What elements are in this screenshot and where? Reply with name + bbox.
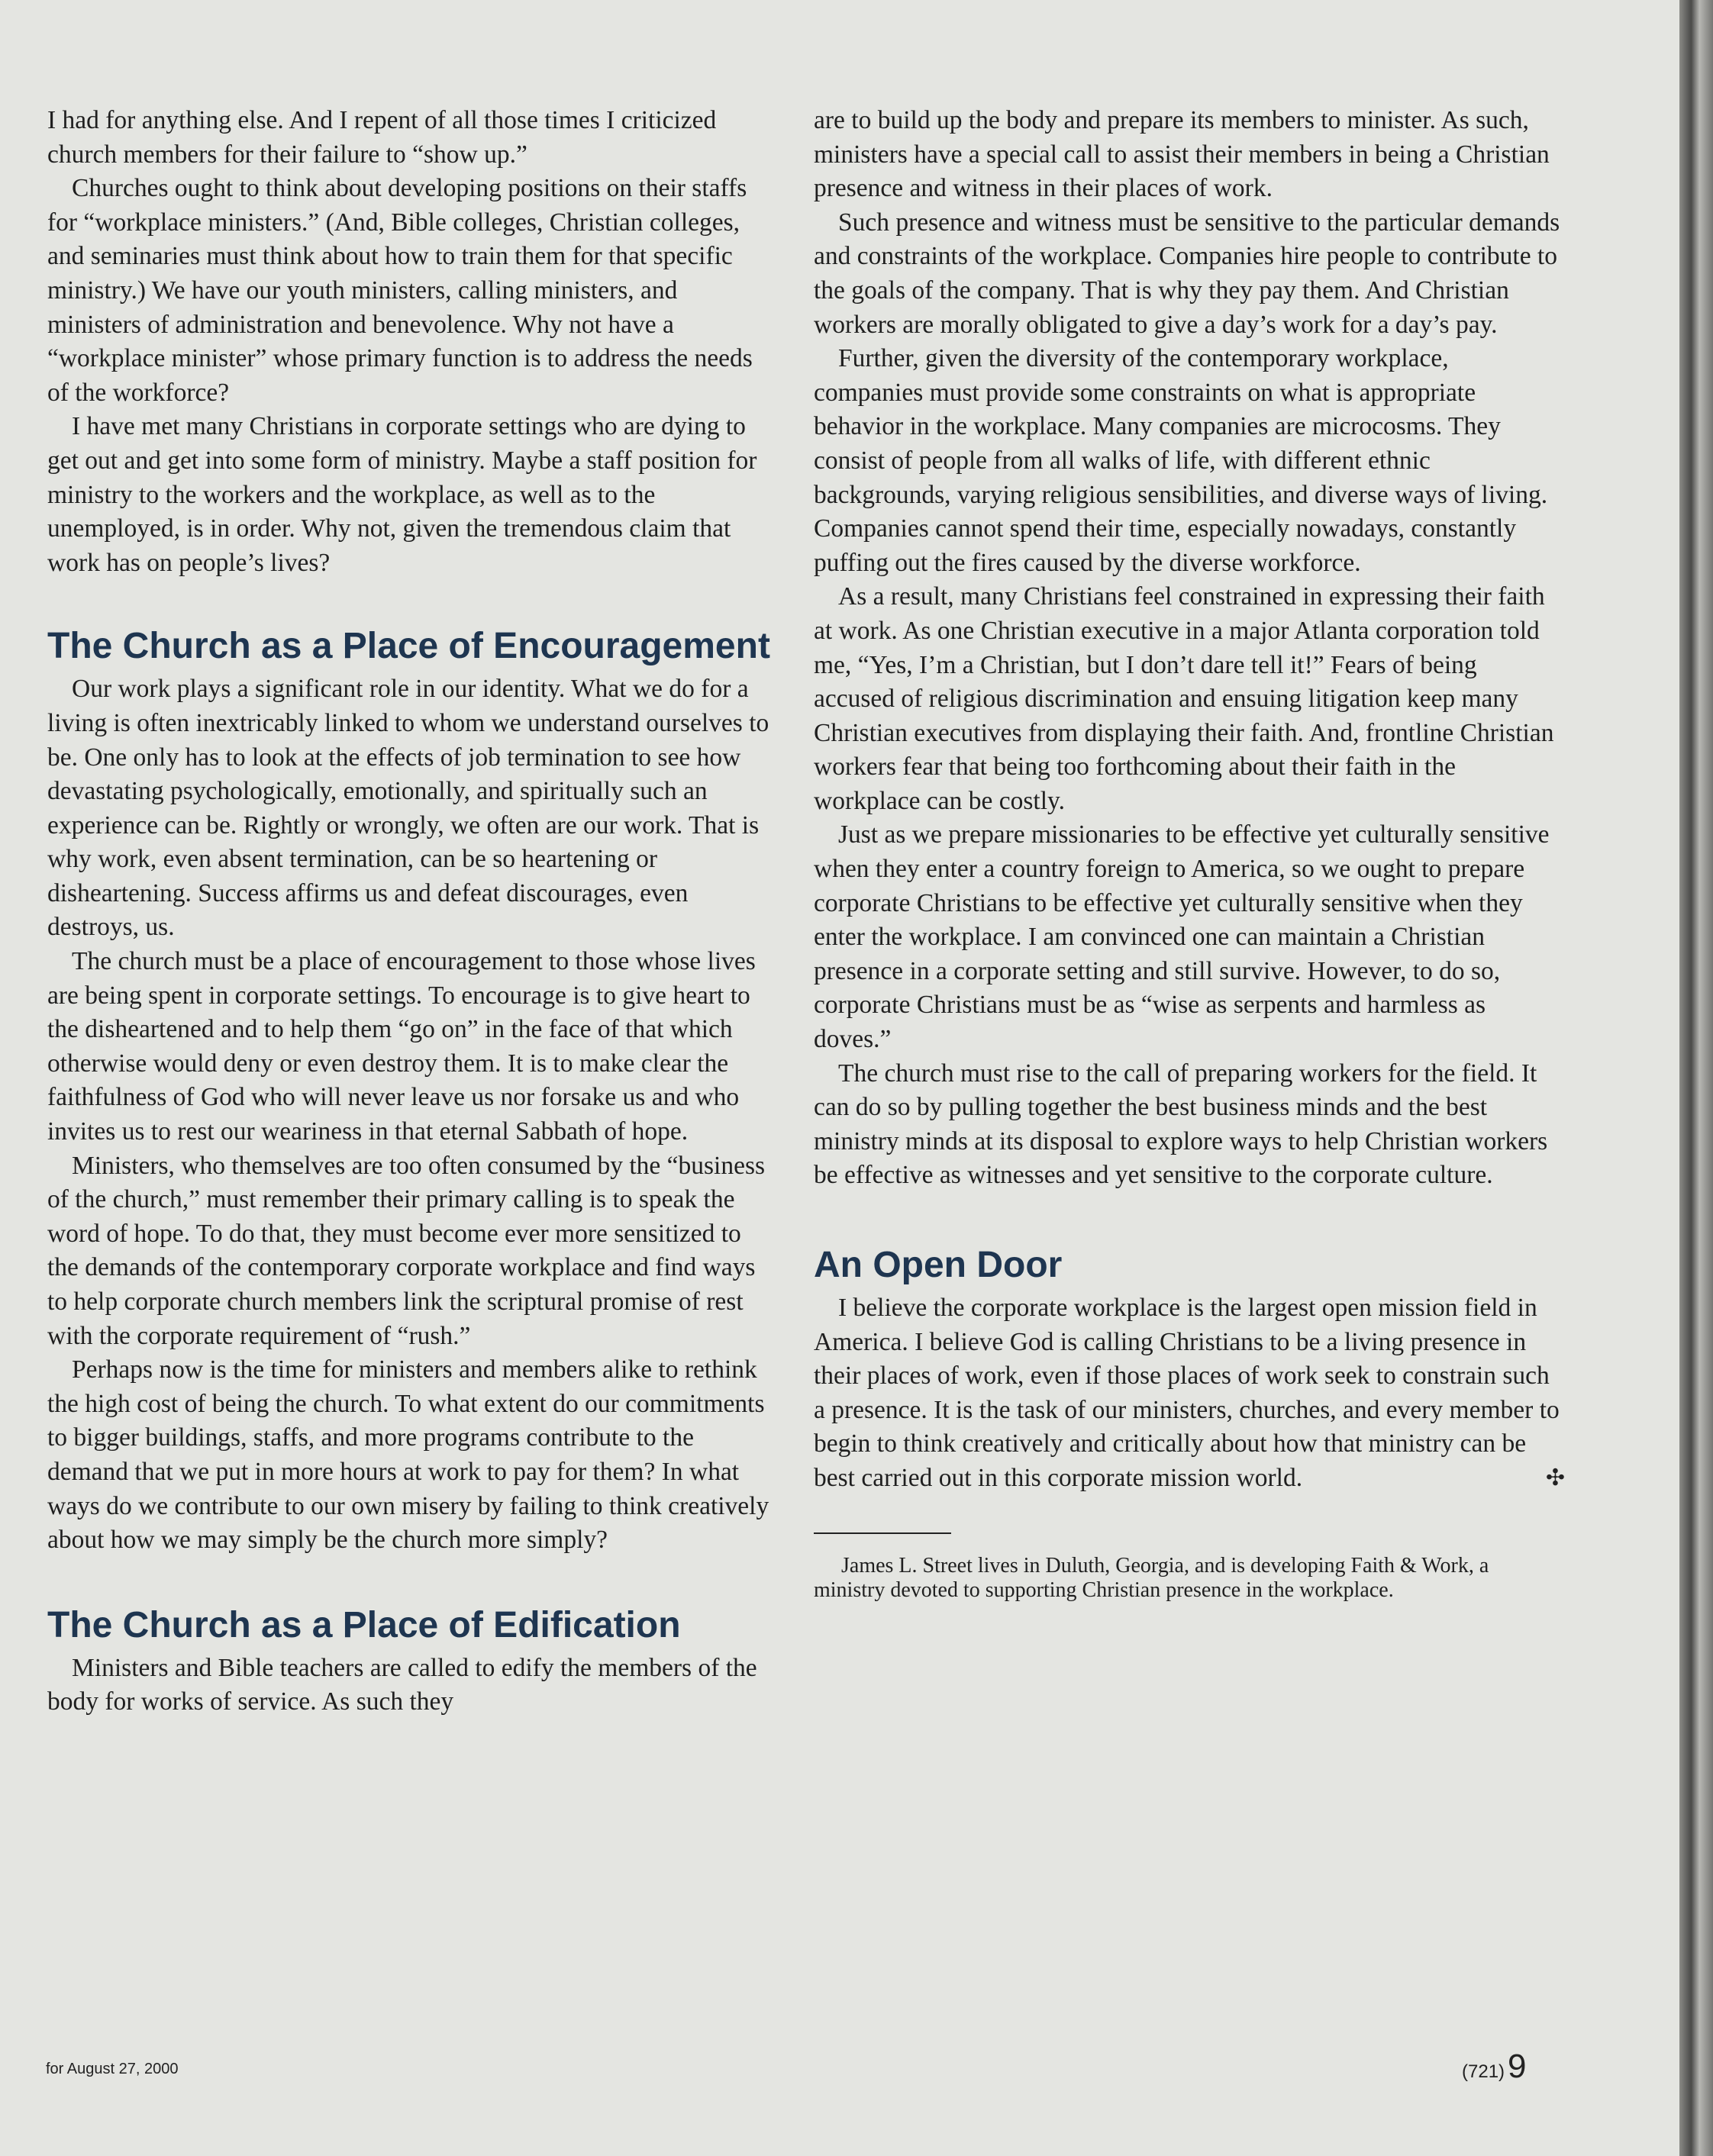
section-heading-open-door: An Open Door [814, 1245, 1063, 1285]
body-paragraph: I believe the corporate workplace is the largest open mission field in America. I believe God is calling Christians to be a living presence in their places of work, even if those places of work seek to constrain such a presence. It is the task of our ministers, churches, and every member to begin to think creatively and critically about how that ministry can be best carried out in this corporate mission world. [814, 1294, 1560, 1492]
body-paragraph: are to build up the body and prepare its members to minister. As such, ministers have a special call to assist their members in being a Christian presence and witness in their places of work. [814, 106, 1550, 203]
footer-page-info [1462, 2048, 1527, 2086]
section-heading-encouragement: The Church as a Place of Encouragement [47, 626, 770, 667]
bio-divider [814, 1532, 951, 1534]
binding-edge [1679, 0, 1713, 2156]
body-paragraph: I had for anything else. And I repent of all those times I criticized church members for their failure to “show up.” [47, 106, 717, 169]
body-paragraph: The church must rise to the call of preparing workers for the field. It can do so by pulling together the best business minds and the best ministry minds at its disposal to explore ways to help Christian workers be effective as witnesses and yet sensitive to the corporate culture. [814, 1059, 1548, 1190]
body-paragraph: As a result, many Christians feel constrained in expressing their faith at work. As one Christian executive in a major Atlanta corporation told me, “Yes, I’m a Christian, but I don’t dare tell it!” Fears of being accused of religious discrimination and ensuing litigation keep many Christian executives from displaying their faith. And, frontline Christian workers fear that being too forthcoming about their faith in the workplace can be costly. [814, 582, 1554, 815]
body-paragraph: I have met many Christians in corporate settings who are dying to get out and get into some form of ministry. Maybe a staff position for ministry to the workers and the workplace, as well as to the unemployed, is in order. Why not, given the tremendous claim that work has on people’s lives? [47, 412, 757, 577]
issue-code: (721) [1462, 2061, 1505, 2082]
left-column [47, 104, 773, 1719]
body-paragraph: Churches ought to think about developing positions on their staffs for “workplace ministers.” (And, Bible colleges, Christian colleges, and seminaries must think about how to train them for that specific ministry.) We have our youth ministers, calling ministers, and ministers of administration and benevolence. Why not have a “workplace minister” whose primary function is to address the needs of the workforce? [47, 174, 753, 407]
footer-date: for August 27, 2000 [46, 2061, 179, 2077]
body-paragraph: Such presence and witness must be sensitive to the particular demands and constraints of the workplace. Companies hire people to contribute to the goals of the company. That is why they pay them. And Christian workers are morally obligated to give a day’s work for a day’s pay. [814, 208, 1560, 339]
body-paragraph: Further, given the diversity of the contemporary workplace, companies must provide some constraints on what is appropriate behavior in the workplace. Many companies are microcosms. They consist of people from all walks of life, with different ethnic backgrounds, varying religious sensibilities, and diverse ways of living. Companies cannot spend their time, especially nowadays, constantly puffing out the fires caused by the diverse workforce. [814, 344, 1548, 577]
body-paragraph: Just as we prepare missionaries to be effective yet culturally sensitive when they enter a country foreign to America, so we ought to prepare corporate Christians to be effective yet culturally sensitive when they enter the workplace. I am convinced one can maintain a Christian presence in a corporate setting and still survive. However, to do so, corporate Christians must be as “wise as serpents and harmless as doves.” [814, 820, 1550, 1054]
author-bio: James L. Street lives in Duluth, Georgia, and is developing Faith & Work, a ministry devoted to supporting Christian presence in the workplace. [814, 1553, 1489, 1602]
end-mark-icon: ✣ [1545, 1464, 1565, 1491]
body-paragraph: Our work plays a significant role in our identity. What we do for a living is often inextricably linked to whom we understand ourselves to be. One only has to look at the effects of job termination to see how devastating psychologically, emotionally, and spiritually such an experience can be. Rightly or wrongly, we often are our work. That is why work, even absent termination, can be so heartening or disheartening. Success affirms us and defeat discourages, even destroys, us. [47, 675, 769, 942]
right-column [814, 104, 1565, 1603]
body-paragraph: The church must be a place of encouragement to those whose lives are being spent in corporate settings. To encourage is to give heart to the disheartened and to help them “go on” in the face of that which otherwise would deny or even destroy them. It is to make clear the faithfulness of God who will never leave us nor forsake us and who invites us to rest our weariness in that eternal Sabbath of hope. [47, 947, 756, 1146]
body-paragraph: Ministers, who themselves are too often consumed by the “business of the church,” must remember their primary calling is to speak the word of hope. To do that, they must become ever more sensitized to the demands of the contemporary corporate workplace and find ways to help corporate church members link the scriptural promise of rest with the corporate requirement of “rush.” [47, 1151, 766, 1350]
body-paragraph: Perhaps now is the time for ministers and members alike to rethink the high cost of being the church. To what extent do our commitments to bigger buildings, staffs, and more programs contribute to the demand that we put in more hours at work to pay for them? In what ways do we contribute to our own misery by failing to think creatively about how we may simply be the church more simply? [47, 1355, 769, 1555]
closing-paragraph-wrap [814, 1291, 1565, 1496]
page-number: 9 [1508, 2048, 1527, 2085]
section-heading-edification: The Church as a Place of Edification [47, 1604, 681, 1645]
body-paragraph: Ministers and Bible teachers are called to edify the members of the body for works of service. As such they [47, 1653, 757, 1716]
